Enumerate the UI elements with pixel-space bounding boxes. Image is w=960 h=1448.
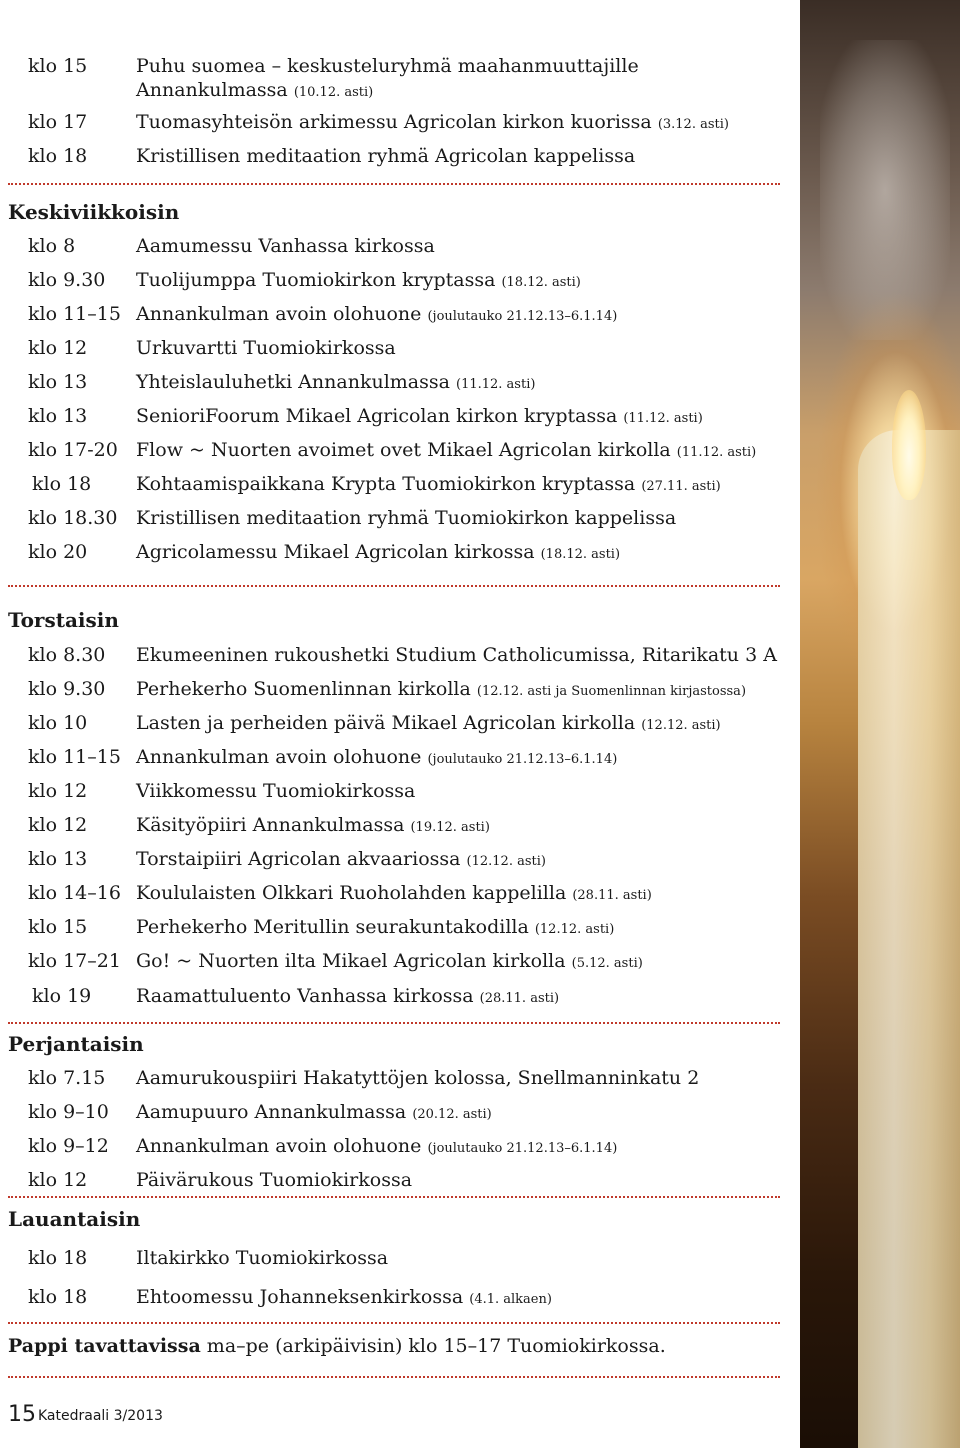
event-text: Päivärukous Tuomiokirkossa bbox=[136, 1169, 413, 1191]
event-text: Kohtaamispaikkana Krypta Tuomiokirkon kryptassa bbox=[136, 473, 636, 495]
flame-icon bbox=[892, 390, 926, 500]
event-time: klo 12 bbox=[28, 814, 88, 836]
event-time: klo 18 bbox=[32, 473, 92, 495]
event-text: Perhekerho Meritullin seurakuntakodilla bbox=[136, 916, 529, 938]
publication-name: Katedraali 3/2013 bbox=[38, 1408, 163, 1424]
event-text: Kristillisen meditaation ryhmä Agricolan kappelissa bbox=[136, 145, 636, 167]
event-note: (5.12. asti) bbox=[571, 956, 643, 971]
event-time: klo 8.30 bbox=[28, 644, 106, 666]
event-text: Koululaisten Olkkari Ruoholahden kappelilla bbox=[136, 882, 567, 904]
event-note: (joulutauko 21.12.13–6.1.14) bbox=[427, 752, 618, 767]
event-note: (19.12. asti) bbox=[410, 820, 490, 835]
event-time: klo 14–16 bbox=[28, 882, 121, 904]
event-note: (joulutauko 21.12.13–6.1.14) bbox=[427, 309, 618, 324]
event-time: klo 17-20 bbox=[28, 439, 118, 461]
note-rest: ma–pe (arkipäivisin) klo 15–17 Tuomiokirkossa. bbox=[200, 1335, 666, 1357]
divider bbox=[8, 1376, 780, 1378]
divider bbox=[8, 585, 780, 587]
event-text: Annankulman avoin olohuone bbox=[136, 303, 422, 325]
event-time: klo 12 bbox=[28, 1169, 88, 1191]
event-note: (18.12. asti) bbox=[540, 547, 621, 562]
event-note: (11.12. asti) bbox=[623, 411, 703, 426]
event-time: klo 18.30 bbox=[28, 507, 118, 529]
divider bbox=[8, 1322, 780, 1324]
event-time: klo 9.30 bbox=[28, 678, 106, 700]
divider bbox=[8, 1196, 780, 1198]
event-text: Lasten ja perheiden päivä Mikael Agricolan kirkolla bbox=[136, 712, 636, 734]
event-time: klo 13 bbox=[28, 405, 88, 427]
event-text: Urkuvartti Tuomiokirkossa bbox=[136, 337, 396, 359]
event-text: Annankulman avoin olohuone bbox=[136, 746, 422, 768]
event-text: Viikkomessu Tuomiokirkossa bbox=[136, 780, 416, 802]
priest-availability-note bbox=[8, 1334, 666, 1358]
event-note: (10.12. asti) bbox=[293, 85, 374, 100]
event-time: klo 13 bbox=[28, 848, 88, 870]
event-text: Annankulmassa bbox=[136, 79, 288, 101]
event-text: Flow ~ Nuorten avoimet ovet Mikael Agricolan kirkolla bbox=[136, 439, 671, 461]
event-time: klo 18 bbox=[28, 1247, 88, 1269]
event-text: Yhteislauluhetki Annankulmassa bbox=[136, 371, 450, 393]
event-note: (28.11. asti) bbox=[572, 888, 652, 903]
event-time: klo 15 bbox=[28, 55, 88, 77]
event-text: Raamattuluento Vanhassa kirkossa bbox=[136, 985, 474, 1007]
event-time: klo 13 bbox=[28, 371, 88, 393]
event-text: Ehtoomessu Johanneksenkirkossa bbox=[136, 1286, 464, 1308]
event-time: klo 11–15 bbox=[28, 746, 121, 768]
event-text: Ekumeeninen rukoushetki Studium Catholicumissa, Ritarikatu 3 A bbox=[136, 644, 777, 666]
event-note: (12.12. asti) bbox=[534, 922, 615, 937]
page-number: 15 bbox=[8, 1402, 36, 1427]
event-time: klo 17–21 bbox=[28, 950, 121, 972]
event-time: klo 8 bbox=[28, 235, 76, 257]
event-text: SenioriFoorum Mikael Agricolan kirkon kryptassa bbox=[136, 405, 618, 427]
event-note: (3.12. asti) bbox=[657, 117, 729, 132]
event-note: (12.12. asti) bbox=[641, 718, 721, 733]
event-text: Aamumessu Vanhassa kirkossa bbox=[136, 235, 435, 257]
event-text: Tuolijumppa Tuomiokirkon kryptassa bbox=[136, 269, 496, 291]
section-heading-friday: Perjantaisin bbox=[8, 1032, 144, 1056]
event-time: klo 9–10 bbox=[28, 1101, 109, 1123]
event-text: Agricolamessu Mikael Agricolan kirkossa bbox=[136, 541, 535, 563]
divider bbox=[8, 1022, 780, 1024]
section-heading-thursday: Torstaisin bbox=[8, 608, 119, 632]
event-text: Annankulman avoin olohuone bbox=[136, 1135, 422, 1157]
event-text: Tuomasyhteisön arkimessu Agricolan kirkon kuorissa bbox=[136, 111, 652, 133]
event-note: (20.12. asti) bbox=[412, 1107, 492, 1122]
event-text: Aamurukouspiiri Hakatyttöjen kolossa, Snellmanninkatu 2 bbox=[136, 1067, 700, 1089]
event-text: Torstaipiiri Agricolan akvaariossa bbox=[136, 848, 461, 870]
event-time: klo 12 bbox=[28, 780, 88, 802]
event-note: (18.12. asti) bbox=[501, 275, 581, 290]
event-note: (27.11. asti) bbox=[641, 479, 721, 494]
section-heading-wednesday: Keskiviikkoisin bbox=[8, 200, 180, 224]
event-time: klo 20 bbox=[28, 541, 88, 563]
event-time: klo 9–12 bbox=[28, 1135, 109, 1157]
event-time: klo 18 bbox=[28, 1286, 88, 1308]
event-note: (11.12. asti) bbox=[676, 445, 757, 460]
event-time: klo 18 bbox=[28, 145, 88, 167]
event-time: klo 7.15 bbox=[28, 1067, 106, 1089]
event-time: klo 11–15 bbox=[28, 303, 121, 325]
section-heading-saturday: Lauantaisin bbox=[8, 1207, 141, 1231]
event-time: klo 10 bbox=[28, 712, 88, 734]
note-bold: Pappi tavattavissa bbox=[8, 1335, 201, 1357]
event-note: (11.12. asti) bbox=[456, 377, 536, 392]
event-text: Kristillisen meditaation ryhmä Tuomiokirkon kappelissa bbox=[136, 507, 677, 529]
event-text: Puhu suomea – keskusteluryhmä maahanmuuttajille bbox=[136, 55, 639, 77]
event-time: klo 17 bbox=[28, 111, 88, 133]
event-note: (28.11. asti) bbox=[479, 991, 560, 1006]
smoke-shape bbox=[820, 40, 950, 340]
event-note: (4.1. alkaen) bbox=[469, 1292, 552, 1307]
candle-photo bbox=[800, 0, 960, 1448]
event-text: Iltakirkko Tuomiokirkossa bbox=[136, 1247, 389, 1269]
candle-shape bbox=[858, 430, 960, 1448]
event-time: klo 19 bbox=[32, 985, 92, 1007]
event-note: (12.12. asti ja Suomenlinnan kirjastossa) bbox=[476, 684, 747, 699]
event-note: (joulutauko 21.12.13–6.1.14) bbox=[427, 1141, 618, 1156]
event-text: Go! ~ Nuorten ilta Mikael Agricolan kirkolla bbox=[136, 950, 566, 972]
event-note: (12.12. asti) bbox=[466, 854, 546, 869]
event-text: Aamupuuro Annankulmassa bbox=[136, 1101, 407, 1123]
event-text: Perhekerho Suomenlinnan kirkolla bbox=[136, 678, 471, 700]
divider bbox=[8, 183, 780, 185]
event-text: Käsityöpiiri Annankulmassa bbox=[136, 814, 405, 836]
event-time: klo 15 bbox=[28, 916, 88, 938]
event-time: klo 9.30 bbox=[28, 269, 106, 291]
event-time: klo 12 bbox=[28, 337, 88, 359]
